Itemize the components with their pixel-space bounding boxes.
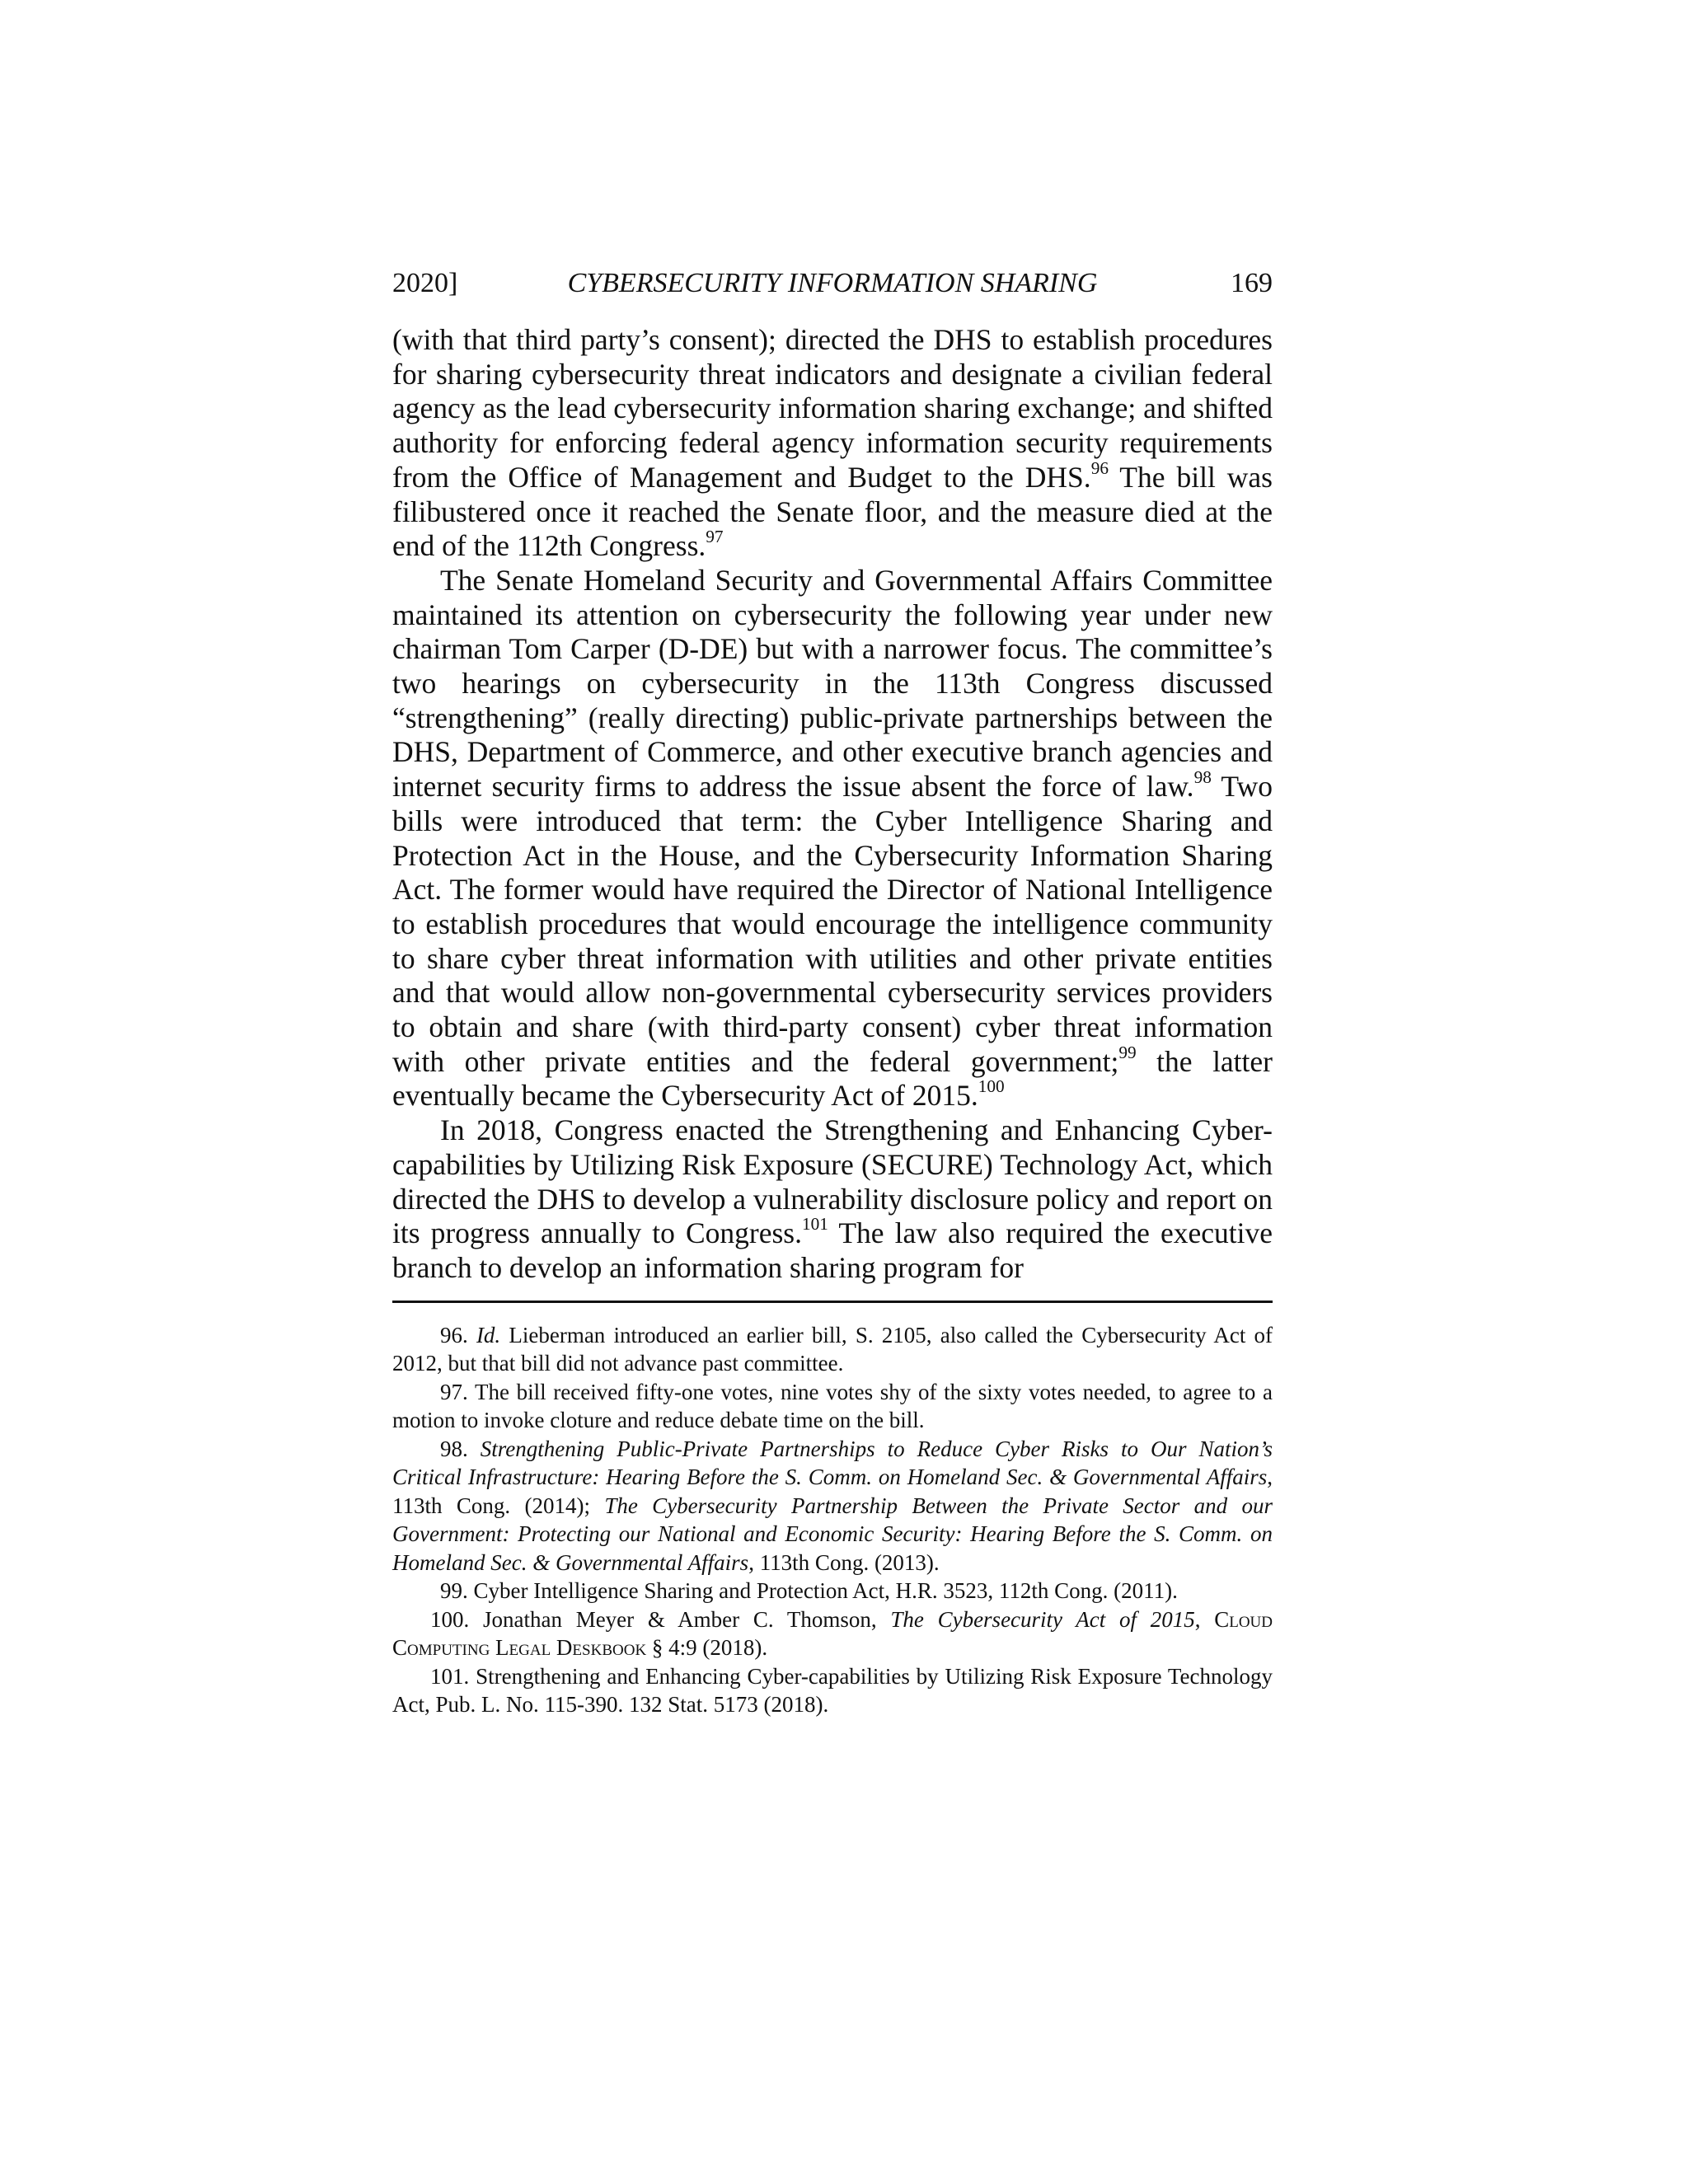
paragraph-3-text-a: In 2018, Congress enacted the Strengthening and Enhancing Cyber-capabilities by Utilizing Risk Exposure (SECURE) Technology Act, which directed the DHS to develop a vulnerability disclosure policy and report on its progress annually to Congress. xyxy=(392,1113,1273,1250)
footnote-number: 99. xyxy=(440,1578,468,1604)
footnote-100 xyxy=(392,1605,1273,1662)
header-title: CYBERSECURITY INFORMATION SHARING xyxy=(567,268,1098,298)
footnote-ref-99[interactable]: 99 xyxy=(1118,1042,1137,1062)
footnote-ref-97[interactable]: 97 xyxy=(706,527,724,547)
footnote-ref-98[interactable]: 98 xyxy=(1193,767,1212,788)
footnote-101 xyxy=(392,1662,1273,1719)
paragraph-2 xyxy=(392,564,1273,1113)
paragraph-3-text-b: The law also required the executive branch to develop an information sharing program for xyxy=(392,1216,1273,1284)
footnote-98-end: , 113th Cong. (2013). xyxy=(748,1549,940,1575)
footnote-98-mid: , 113th Cong. (2014); xyxy=(392,1465,1273,1518)
footnote-100-title: The Cybersecurity Act of 2015 xyxy=(890,1606,1195,1632)
paragraph-2-text-c: the latter eventually became the Cybersecurity Act of 2015. xyxy=(392,1044,1273,1113)
footnote-ref-100[interactable]: 100 xyxy=(978,1076,1005,1097)
footnote-number: 100. xyxy=(430,1606,470,1632)
paragraph-2-text-a: The Senate Homeland Security and Governmental Affairs Committee maintained its attention on cybersecurity the following year under new chairman Tom Carper (D-DE) but with a narrower focus. The committee’s two hearings on cybersecurity in the 113th Congress discussed “strengthening” (really directing) public-private partnerships between the DHS, Department of Commerce, and other executive branch agencies and internet security firms to address the issue absent the force of law. xyxy=(392,563,1273,804)
footnote-number: 101. xyxy=(430,1663,470,1689)
paragraph-3 xyxy=(392,1113,1273,1286)
footnote-100-source: Cloud Computing Legal Deskbook xyxy=(392,1606,1273,1661)
footnote-ref-101[interactable]: 101 xyxy=(801,1214,828,1235)
footnote-number: 96. xyxy=(440,1322,468,1347)
paragraph-1-text-b: The bill was filibustered once it reached the Senate floor, and the measure died at the end of the 112th Congress. xyxy=(392,460,1273,563)
header-year: 2020] xyxy=(392,268,458,298)
footnote-98-title-1: Strengthening Public-Private Partnerships to Reduce Cyber Risks to Our Nation’s Critical Infrastructure: Hearing Before the S. Comm. on Homeland Sec. & Governmental Affairs xyxy=(392,1436,1273,1490)
footnote-divider xyxy=(392,1301,1273,1303)
footnote-98-title-2: The Cybersecurity Partnership Between the Private Sector and our Government: Protecting our National and Economic Security: Hearing Before the S. Comm. on Homeland Sec. & Governmental Affairs xyxy=(392,1493,1273,1575)
paragraph-2-text-b: Two bills were introduced that term: the Cyber Intelligence Sharing and Protection Act in the House, and the Cybersecurity Information Sharing Act. The former would have required the Director of National Intelligence to establish procedures that would encourage the intelligence community to share cyber threat information with utilities and other private entities and that would allow non-governmental cybersecurity services providers to obtain and share (with third-party consent) cyber threat information with other private entities and the federal government; xyxy=(392,770,1273,1078)
paragraph-1-text-a: (with that third party’s consent); directed the DHS to establish procedures for sharing cybersecurity threat indicators and designate a civilian federal agency as the lead cybersecurity information sharing exchange; and shifted authority for enforcing federal agency information security requirements from the Office of Management and Budget to the DHS. xyxy=(392,323,1273,494)
footnote-100-sep: , xyxy=(1194,1606,1215,1632)
footnote-96 xyxy=(392,1321,1273,1378)
footnote-99-text: Cyber Intelligence Sharing and Protection Act, H.R. 3523, 112th Cong. (2011). xyxy=(473,1578,1178,1604)
footnote-97-text: The bill received fifty-one votes, nine votes shy of the sixty votes needed, to agree to a motion to invoke cloture and reduce debate time on the bill. xyxy=(392,1379,1273,1433)
footnote-number: 97. xyxy=(440,1379,468,1404)
document-page xyxy=(392,262,1273,1719)
footnote-100-end: § 4:9 (2018). xyxy=(646,1635,768,1661)
page-number: 169 xyxy=(1231,268,1273,298)
footnote-96-id: Id. xyxy=(476,1322,501,1347)
footnote-101-text: Strengthening and Enhancing Cyber-capabilities by Utilizing Risk Exposure Technology Act, Pub. L. No. 115-390. 132 Stat. 5173 (2018). xyxy=(392,1663,1273,1718)
footnote-96-text: Lieberman introduced an earlier bill, S. 2105, also called the Cybersecurity Act of 2012, but that bill did not advance past committee. xyxy=(392,1322,1273,1376)
footnote-number: 98. xyxy=(440,1436,468,1461)
footnote-ref-96[interactable]: 96 xyxy=(1090,457,1109,478)
footnote-97 xyxy=(392,1378,1273,1435)
footnotes xyxy=(392,1321,1273,1719)
paragraph-1 xyxy=(392,323,1273,564)
footnote-99 xyxy=(392,1577,1273,1605)
running-header xyxy=(392,262,1273,305)
footnote-100-authors: Jonathan Meyer & Amber C. Thomson, xyxy=(482,1606,891,1632)
body-text xyxy=(392,323,1273,1286)
footnote-98 xyxy=(392,1435,1273,1577)
